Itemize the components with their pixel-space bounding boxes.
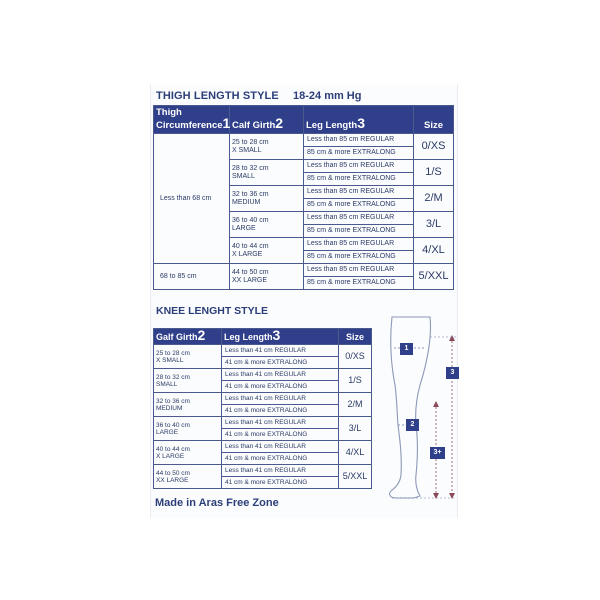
leg-length-extralong: 85 cm & more EXTRALONG <box>304 225 414 238</box>
calf-girth-cell: 25 to 28 cm X SMALL <box>230 134 304 160</box>
marker-1: 1 <box>400 343 413 355</box>
table-row <box>154 393 372 405</box>
leg-outline-icon <box>380 315 460 505</box>
marker-3plus: 3+ <box>430 447 445 459</box>
calf-girth-cell: 36 to 40 cm LARGE <box>154 417 222 441</box>
leg-length-header: Leg Length3 <box>222 329 339 345</box>
leg-length-extralong: 85 cm & more EXTRALONG <box>304 199 414 212</box>
marker-2: 2 <box>406 419 419 431</box>
calf-girth-header: Galf Girth2 <box>154 329 222 345</box>
leg-length-extralong: 41 cm & more EXTRALONG <box>222 429 339 441</box>
size-cell: 3/L <box>414 212 454 238</box>
leg-length-extralong: 41 cm & more EXTRALONG <box>222 381 339 393</box>
leg-length-header: Leg Length3 <box>304 106 414 134</box>
thigh-pressure-label: 18-24 mm Hg <box>293 90 362 102</box>
thigh-circumference-cell: 68 to 85 cm <box>154 264 230 290</box>
table-row <box>154 369 372 381</box>
table-row <box>154 441 372 453</box>
table-row <box>154 134 454 147</box>
leg-length-regular: Less than 41 cm REGULAR <box>222 369 339 381</box>
size-header: Size <box>414 106 454 134</box>
size-cell: 4/XL <box>414 238 454 264</box>
leg-length-extralong: 85 cm & more EXTRALONG <box>304 147 414 160</box>
size-header: Size <box>339 329 372 345</box>
calf-girth-cell: 28 to 32 cm SMALL <box>154 369 222 393</box>
thigh-circumference-cell: Less than 68 cm <box>154 134 230 264</box>
size-cell: 4/XL <box>339 441 372 465</box>
knee-size-table <box>153 328 372 489</box>
calf-girth-cell: 44 to 50 cm XX LARGE <box>154 465 222 489</box>
made-in-footer: Made in Aras Free Zone <box>155 497 279 509</box>
thigh-header-row <box>154 106 454 134</box>
leg-length-regular: Less than 41 cm REGULAR <box>222 465 339 477</box>
marker-3: 3 <box>446 367 459 379</box>
calf-girth-cell: 40 to 44 cm X LARGE <box>230 238 304 264</box>
leg-length-regular: Less than 85 cm REGULAR <box>304 264 414 277</box>
table-row <box>154 264 454 277</box>
size-cell: 5/XXL <box>339 465 372 489</box>
calf-girth-cell: 32 to 36 cm MEDIUM <box>154 393 222 417</box>
table-row <box>154 417 372 429</box>
leg-length-regular: Less than 41 cm REGULAR <box>222 345 339 357</box>
leg-length-regular: Less than 85 cm REGULAR <box>304 212 414 225</box>
size-cell: 1/S <box>339 369 372 393</box>
leg-length-regular: Less than 85 cm REGULAR <box>304 238 414 251</box>
calf-girth-cell: 25 to 28 cm X SMALL <box>154 345 222 369</box>
size-cell: 0/XS <box>339 345 372 369</box>
thigh-size-table <box>153 105 454 290</box>
calf-girth-cell: 28 to 32 cm SMALL <box>230 160 304 186</box>
leg-length-extralong: 41 cm & more EXTRALONG <box>222 357 339 369</box>
size-cell: 2/M <box>414 186 454 212</box>
size-cell: 1/S <box>414 160 454 186</box>
calf-girth-cell: 32 to 36 cm MEDIUM <box>230 186 304 212</box>
calf-girth-header: Calf Girth2 <box>230 106 304 134</box>
knee-style-title: KNEE LENGHT STYLE <box>156 305 269 317</box>
leg-length-extralong: 85 cm & more EXTRALONG <box>304 173 414 186</box>
thigh-style-title: THIGH LENGTH STYLE <box>156 90 279 102</box>
table-row <box>154 465 372 477</box>
knee-header-row <box>154 329 372 345</box>
table-row <box>154 345 372 357</box>
leg-length-regular: Less than 41 cm REGULAR <box>222 393 339 405</box>
calf-girth-cell: 44 to 50 cm XX LARGE <box>230 264 304 290</box>
size-cell: 0/XS <box>414 134 454 160</box>
size-cell: 5/XXL <box>414 264 454 290</box>
leg-length-extralong: 41 cm & more EXTRALONG <box>222 477 339 489</box>
calf-girth-cell: 40 to 44 cm X LARGE <box>154 441 222 465</box>
leg-length-regular: Less than 85 cm REGULAR <box>304 134 414 147</box>
leg-length-regular: Less than 41 cm REGULAR <box>222 417 339 429</box>
leg-length-extralong: 85 cm & more EXTRALONG <box>304 251 414 264</box>
calf-girth-cell: 36 to 40 cm LARGE <box>230 212 304 238</box>
leg-length-regular: Less than 85 cm REGULAR <box>304 186 414 199</box>
leg-measurement-diagram <box>380 315 460 505</box>
size-cell: 2/M <box>339 393 372 417</box>
leg-length-extralong: 41 cm & more EXTRALONG <box>222 453 339 465</box>
size-cell: 3/L <box>339 417 372 441</box>
leg-length-extralong: 41 cm & more EXTRALONG <box>222 405 339 417</box>
leg-length-regular: Less than 85 cm REGULAR <box>304 160 414 173</box>
thigh-circumference-header: Thigh Circumference1 <box>154 106 230 134</box>
leg-length-extralong: 85 cm & more EXTRALONG <box>304 277 414 290</box>
leg-length-regular: Less than 41 cm REGULAR <box>222 441 339 453</box>
